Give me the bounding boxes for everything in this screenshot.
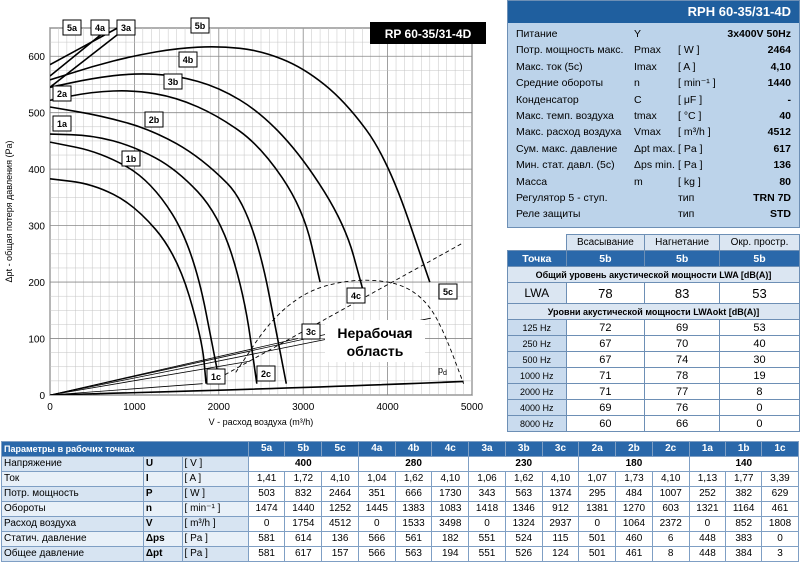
curve-label-5b: 5b (194, 21, 206, 31)
acoustic-header-surround: Окр. простр. (719, 235, 799, 251)
y-tick-label: 0 (39, 391, 45, 402)
points-value: 4,10 (322, 472, 359, 487)
acoustic-band-value: 71 (566, 384, 645, 400)
points-value: 1346 (505, 502, 542, 517)
points-column-header: 3b (505, 442, 542, 457)
points-row-name: Статич. давление (2, 532, 144, 547)
acoustic-band-value: 77 (645, 384, 720, 400)
spec-label: Макс. расход воздуха (516, 126, 622, 139)
points-value: 383 (726, 532, 762, 547)
points-header-row (2, 442, 799, 457)
acoustic-band-value: 69 (566, 400, 645, 416)
points-value: 501 (579, 532, 616, 547)
spec-value: 3x400V 50Hz (727, 28, 791, 40)
spec-row (508, 27, 799, 42)
points-value: 3 (762, 547, 799, 562)
points-value: 852 (726, 517, 762, 532)
points-value: 252 (689, 487, 726, 502)
spec-value: 4,10 (770, 60, 791, 73)
spec-unit: тип (678, 208, 695, 221)
points-column-header: 3c (542, 442, 579, 457)
spec-row (508, 191, 799, 206)
points-value: 0 (762, 532, 799, 547)
spec-value: TRN 7D (753, 192, 791, 204)
x-tick-label: 1000 (123, 402, 146, 413)
points-column-header: 4b (395, 442, 432, 457)
points-column-header: 5b (285, 442, 322, 457)
points-value: 461 (762, 502, 799, 517)
points-value: 6 (652, 532, 689, 547)
spec-unit: [ μF ] (678, 93, 703, 106)
points-value: 1321 (689, 502, 726, 517)
points-value: 1,72 (285, 472, 322, 487)
points-column-header: 4c (432, 442, 469, 457)
points-value: 503 (248, 487, 285, 502)
acoustic-header-intake: Всасывание (566, 235, 645, 251)
spec-symbol: Pmax (634, 44, 661, 57)
points-row-name: Обороты (2, 502, 144, 517)
acoustic-band-value: 60 (566, 416, 645, 432)
acoustic-point: 5b (719, 251, 799, 267)
points-row-unit: [ Pa ] (182, 532, 248, 547)
acoustic-band-value: 0 (719, 416, 799, 432)
points-value: 563 (505, 487, 542, 502)
operating-points-body (2, 442, 799, 562)
points-value: 182 (432, 532, 469, 547)
spec-unit: [ Pa ] (678, 159, 703, 172)
spec-symbol: Y (634, 28, 642, 40)
points-value: 1270 (616, 502, 653, 517)
spec-row (508, 175, 799, 190)
acoustic-lwa-label: LWA (508, 283, 567, 304)
points-row (2, 487, 799, 502)
points-value: 617 (285, 547, 322, 562)
spec-row (508, 207, 799, 222)
y-axis-label: Δpt - общая потеря давления (Pa) (4, 140, 14, 283)
spec-unit: [ min⁻¹ ] (678, 77, 716, 90)
points-value: 629 (762, 487, 799, 502)
points-voltage-value: 400 (248, 457, 358, 472)
spec-value: 136 (773, 159, 791, 172)
points-value: 3498 (432, 517, 469, 532)
points-value: 124 (542, 547, 579, 562)
points-value: 1083 (432, 502, 469, 517)
points-voltage-value: 280 (358, 457, 468, 472)
points-value: 0 (469, 517, 506, 532)
points-value: 448 (689, 547, 726, 562)
spec-symbol: tmax (634, 110, 657, 122)
x-axis-label: V - расход воздуха (m³/h) (208, 417, 314, 427)
points-row-symbol: Δps (143, 532, 182, 547)
spec-label: Макс. темп. воздуха (516, 110, 614, 122)
points-column-header: 1a (689, 442, 726, 457)
acoustic-header-outlet: Нагнетание (645, 235, 720, 251)
nonwork-label-line2: область (346, 343, 404, 359)
points-value: 295 (579, 487, 616, 502)
acoustic-band-value: 19 (719, 368, 799, 384)
spec-unit: тип (678, 192, 695, 204)
acoustic-point-label: Точка (508, 251, 567, 267)
points-voltage-value: 140 (689, 457, 798, 472)
spec-symbol: Δps min. (634, 159, 675, 172)
spec-row (508, 76, 799, 91)
spec-unit: [ °C ] (678, 110, 702, 122)
spec-symbol: Δpt max. (634, 142, 676, 155)
points-row-name: Общее давление (2, 547, 144, 562)
acoustic-band-row (508, 320, 800, 336)
curve-label-2a: 2a (56, 89, 68, 99)
points-value: 1808 (762, 517, 799, 532)
operating-points-table (1, 441, 799, 562)
acoustic-band-value: 40 (719, 336, 799, 352)
points-value: 2372 (652, 517, 689, 532)
points-column-header: 2a (579, 442, 616, 457)
spec-symbol: n (634, 77, 640, 90)
points-value: 4,10 (652, 472, 689, 487)
points-value: 1324 (505, 517, 542, 532)
acoustic-band-freq: 2000 Hz (508, 384, 567, 400)
curve-label-4c: 4c (350, 291, 362, 301)
points-voltage-value: 230 (469, 457, 579, 472)
spec-label: Средние обороты (516, 77, 604, 90)
points-value: 524 (505, 532, 542, 547)
points-row-voltage (2, 457, 799, 472)
points-row (2, 472, 799, 487)
points-value: 157 (322, 547, 359, 562)
nonwork-label-line1: Нерабочая (337, 325, 413, 341)
spec-value: 617 (773, 142, 791, 155)
points-row (2, 502, 799, 517)
acoustic-band-value: 72 (566, 320, 645, 336)
points-value: 1064 (616, 517, 653, 532)
points-value: 1474 (248, 502, 285, 517)
points-value: 566 (358, 547, 395, 562)
acoustic-band-row (508, 368, 800, 384)
spec-label: Регулятор 5 - ступ. (516, 192, 608, 204)
points-value: 1,06 (469, 472, 506, 487)
points-column-header: 3a (469, 442, 506, 457)
acoustic-band-value: 71 (566, 368, 645, 384)
chart-svg (0, 0, 505, 438)
curve-label-5c: 5c (442, 287, 454, 297)
points-value: 1,62 (395, 472, 432, 487)
acoustic-band-row (508, 352, 800, 368)
points-value: 8 (652, 547, 689, 562)
acoustic-band-title: Уровни акустической мощности LWAokt [dB(A)] (508, 304, 800, 320)
points-value: 526 (505, 547, 542, 562)
spec-row (508, 43, 799, 58)
points-value: 115 (542, 532, 579, 547)
acoustic-band-value: 78 (645, 368, 720, 384)
acoustic-band-value: 0 (719, 400, 799, 416)
spec-label: Питание (516, 28, 558, 40)
acoustic-band-value: 66 (645, 416, 720, 432)
acoustic-lwa-value: 78 (566, 283, 645, 304)
acoustic-point: 5b (566, 251, 645, 267)
acoustic-total-title: Общий уровень акустической мощности LWA [dB(A)] (508, 267, 800, 283)
points-value: 614 (285, 532, 322, 547)
spec-symbol: C (634, 93, 642, 106)
acoustic-band-freq: 8000 Hz (508, 416, 567, 432)
chart-title: RP 60-35/31-4D (384, 27, 472, 41)
points-row-unit: [ min⁻¹ ] (182, 502, 248, 517)
acoustic-band-row (508, 336, 800, 352)
acoustic-band-value: 8 (719, 384, 799, 400)
points-value: 1,77 (726, 472, 762, 487)
points-value: 1,41 (248, 472, 285, 487)
points-value: 384 (726, 547, 762, 562)
curve-label-1a: 1a (56, 119, 68, 129)
points-value: 566 (358, 532, 395, 547)
points-value: 4,10 (432, 472, 469, 487)
spec-unit: [ Pa ] (678, 142, 703, 155)
points-value: 1418 (469, 502, 506, 517)
acoustic-band-rows (508, 320, 800, 432)
acoustic-band-value: 67 (566, 336, 645, 352)
acoustic-point: 5b (645, 251, 720, 267)
spec-row (508, 93, 799, 108)
points-row-name: Ток (2, 472, 144, 487)
spec-value: 2464 (767, 44, 791, 57)
points-column-header: 5a (248, 442, 285, 457)
points-value: 832 (285, 487, 322, 502)
x-tick-label: 2000 (207, 402, 230, 413)
points-value: 551 (469, 547, 506, 562)
acoustic-band-value: 67 (566, 352, 645, 368)
points-row-name: Напряжение (2, 457, 144, 472)
spec-symbol: Imax (634, 60, 657, 73)
spec-symbol: m (634, 175, 643, 188)
spec-value: 80 (779, 175, 791, 188)
acoustic-corner (508, 235, 567, 251)
spec-title: RPH 60-35/31-4D (508, 1, 799, 23)
acoustic-band-value: 53 (719, 320, 799, 336)
points-value: 1381 (579, 502, 616, 517)
y-tick-label: 300 (28, 221, 45, 233)
points-value: 1,04 (358, 472, 395, 487)
points-value: 1374 (542, 487, 579, 502)
points-value: 581 (248, 532, 285, 547)
y-tick-label: 200 (28, 278, 45, 290)
spec-label: Масса (516, 175, 548, 188)
acoustic-table (507, 234, 800, 432)
acoustic-band-row (508, 384, 800, 400)
points-value: 4512 (322, 517, 359, 532)
points-value: 1533 (395, 517, 432, 532)
curve-label-2c: 2c (260, 369, 272, 379)
points-value: 1754 (285, 517, 322, 532)
spec-row (508, 125, 799, 140)
curve-label-1c: 1c (210, 372, 222, 382)
points-column-header: 1b (726, 442, 762, 457)
points-column-header: 5c (322, 442, 359, 457)
points-value: 382 (726, 487, 762, 502)
acoustic-band-value: 76 (645, 400, 720, 416)
points-column-header: 2c (652, 442, 689, 457)
spec-label: Макс. ток (5с) (516, 60, 583, 73)
spec-label: Сум. макс. давление (516, 142, 618, 155)
acoustic-band-value: 30 (719, 352, 799, 368)
spec-symbol: Vmax (634, 126, 661, 139)
y-tick-label: 100 (28, 334, 45, 346)
points-row-unit: [ Pa ] (182, 547, 248, 562)
points-value: 194 (432, 547, 469, 562)
points-value: 2464 (322, 487, 359, 502)
x-tick-label: 4000 (376, 402, 399, 413)
points-value: 563 (395, 547, 432, 562)
points-value: 1440 (285, 502, 322, 517)
acoustic-band-freq: 250 Hz (508, 336, 567, 352)
spec-value: 1440 (767, 77, 791, 90)
points-value: 0 (579, 517, 616, 532)
points-value: 1164 (726, 502, 762, 517)
points-column-header: 4a (358, 442, 395, 457)
spec-value: STD (770, 208, 791, 221)
points-value: 603 (652, 502, 689, 517)
spec-label: Конденсатор (516, 93, 579, 106)
points-value: 4,10 (542, 472, 579, 487)
points-row-name: Расход воздуха (2, 517, 144, 532)
spec-row (508, 142, 799, 157)
points-value: 666 (395, 487, 432, 502)
spec-row (508, 60, 799, 75)
points-row-symbol: I (143, 472, 182, 487)
curve-label-2b: 2b (148, 115, 160, 125)
pd-label-sub: d (443, 370, 447, 377)
acoustic-band-freq: 4000 Hz (508, 400, 567, 416)
points-row-symbol: U (143, 457, 182, 472)
points-value: 0 (358, 517, 395, 532)
curve-label-3a: 3a (120, 23, 132, 33)
points-value: 1252 (322, 502, 359, 517)
acoustic-band-freq: 500 Hz (508, 352, 567, 368)
spec-row (508, 158, 799, 173)
y-tick-label: 600 (28, 52, 45, 64)
pd-label: $p_d$ (438, 365, 447, 377)
points-voltage-value: 180 (579, 457, 689, 472)
points-row-symbol: Δpt (143, 547, 182, 562)
points-value: 1730 (432, 487, 469, 502)
spec-value: - (787, 93, 791, 106)
points-row-unit: [ A ] (182, 472, 248, 487)
x-tick-label: 5000 (460, 402, 484, 413)
points-value: 561 (395, 532, 432, 547)
points-value: 1,62 (505, 472, 542, 487)
points-value: 136 (322, 532, 359, 547)
points-row-name: Потр. мощность (2, 487, 144, 502)
points-value: 2937 (542, 517, 579, 532)
points-value: 460 (616, 532, 653, 547)
spec-panel (507, 0, 800, 228)
acoustic-band-value: 70 (645, 336, 720, 352)
points-value: 1,73 (616, 472, 653, 487)
spec-value: 4512 (767, 126, 791, 139)
points-value: 0 (248, 517, 285, 532)
points-row-symbol: V (143, 517, 182, 532)
spec-value: 40 (779, 110, 791, 122)
points-value: 0 (689, 517, 726, 532)
acoustic-band-row (508, 400, 800, 416)
points-value: 1007 (652, 487, 689, 502)
y-tick-label: 500 (28, 108, 45, 120)
points-row-unit: [ W ] (182, 487, 248, 502)
points-column-header: 2b (616, 442, 653, 457)
points-column-header: 1c (762, 442, 799, 457)
acoustic-lwa-value: 83 (645, 283, 720, 304)
spec-unit: [ W ] (678, 44, 700, 57)
points-value: 501 (579, 547, 616, 562)
points-value: 551 (469, 532, 506, 547)
points-value: 461 (616, 547, 653, 562)
points-value: 448 (689, 532, 726, 547)
acoustic-band-freq: 125 Hz (508, 320, 567, 336)
points-value: 1,07 (579, 472, 616, 487)
curve-label-3c: 3c (305, 327, 317, 337)
spec-unit: [ A ] (678, 60, 696, 73)
points-value: 581 (248, 547, 285, 562)
points-row-symbol: P (143, 487, 182, 502)
curve-label-5a: 5a (66, 23, 78, 33)
y-tick-label: 400 (28, 165, 45, 177)
spec-unit: [ m³/h ] (678, 126, 711, 139)
x-tick-label: 0 (47, 402, 53, 413)
acoustic-band-row (508, 416, 800, 432)
acoustic-band-value: 69 (645, 320, 720, 336)
acoustic-lwa-value: 53 (719, 283, 799, 304)
acoustic-band-value: 74 (645, 352, 720, 368)
points-row-symbol: n (143, 502, 182, 517)
curve-label-4a: 4a (94, 23, 106, 33)
spec-label: Реле защиты (516, 208, 581, 221)
curve-label-3b: 3b (167, 77, 179, 87)
points-value: 1445 (358, 502, 395, 517)
spec-row (508, 109, 799, 124)
points-value: 1,13 (689, 472, 726, 487)
curve-label-4b: 4b (182, 55, 194, 65)
points-value: 1383 (395, 502, 432, 517)
performance-chart (0, 0, 505, 438)
points-value: 484 (616, 487, 653, 502)
points-value: 912 (542, 502, 579, 517)
points-value: 343 (469, 487, 506, 502)
points-value: 3,39 (762, 472, 799, 487)
points-row (2, 547, 799, 562)
curve-label-1b: 1b (125, 154, 137, 164)
points-value: 351 (358, 487, 395, 502)
acoustic-band-freq: 1000 Hz (508, 368, 567, 384)
spec-label: Потр. мощность макс. (516, 44, 624, 57)
points-row-unit: [ m³/h ] (182, 517, 248, 532)
points-row (2, 532, 799, 547)
x-tick-label: 3000 (292, 402, 315, 413)
points-row-unit: [ V ] (182, 457, 248, 472)
points-row (2, 517, 799, 532)
points-header-label: Параметры в рабочих точках (2, 442, 249, 457)
spec-label: Мин. стат. давл. (5с) (516, 159, 615, 172)
spec-unit: [ kg ] (678, 175, 701, 188)
